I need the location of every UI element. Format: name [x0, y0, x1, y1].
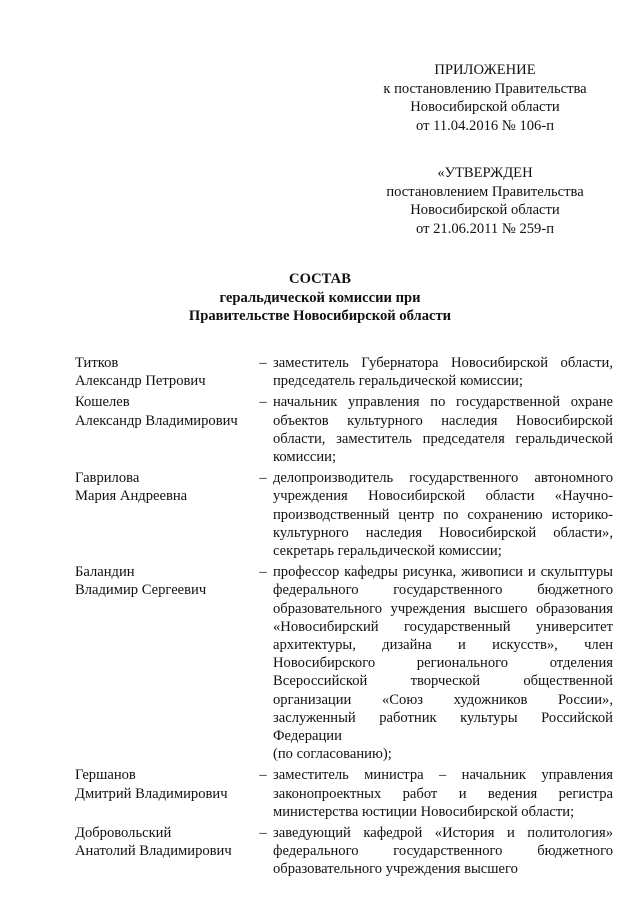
dash-separator: – [259, 767, 267, 784]
member-position: начальник управления по государственной охране объектов культурного наследия Новосибирской области, заместитель председателя геральдической комиссии; [273, 394, 613, 466]
member-surname: Добровольский [75, 825, 172, 842]
dash-separator: – [259, 564, 267, 581]
appendix-block [370, 61, 600, 135]
heading-title: СОСТАВ [289, 271, 351, 287]
member-position-text: профессор кафедры рисунка, живописи и скульптуры федерального государственного бюджетного образовательного учреждения высшего образования «Новосибирский государственный университет архитектуры, дизайна и искусств», член Новосибирского регионального отделения Всероссийской творческой общественной организации «Союз художников России», заслуженный работник культуры Российской Федерации [273, 564, 613, 745]
member-surname: Баландин [75, 564, 135, 581]
approval-title: «УТВЕРЖДЕН [437, 165, 533, 181]
member-name [75, 766, 255, 802]
member-entry [75, 469, 613, 560]
document-heading [0, 270, 640, 326]
dash-separator: – [259, 394, 267, 411]
member-entry [75, 354, 613, 390]
dash-separator: – [259, 825, 267, 842]
members-list [75, 354, 613, 882]
member-surname: Титков [75, 355, 119, 371]
member-surname: Кошелев [75, 394, 130, 411]
member-position-note: (по согласованию); [273, 746, 392, 763]
member-surname: Гаврилова [75, 470, 140, 487]
appendix-line: Новосибирской области [410, 99, 560, 115]
member-name [75, 393, 255, 429]
member-given-names: Владимир Сергеевич [75, 582, 207, 599]
member-entry [75, 393, 613, 466]
heading-subtitle: геральдической комиссии при [219, 289, 421, 306]
member-position: делопроизводитель государственного автономного учреждения Новосибирской области «Научно-производственный центр по сохранению историко-культурного наследия Новосибирской области», секретарь геральдической комиссии; [273, 470, 613, 560]
approval-date: от 21.06.2011 № 259-п [415, 220, 555, 237]
member-position: заместитель министра – начальник управления законопроектных работ и ведения регистра министерства юстиции Новосибирской области; [273, 767, 613, 820]
member-position [273, 563, 613, 763]
member-given-names: Александр Владимирович [75, 412, 238, 429]
member-given-names: Дмитрий Владимирович [75, 785, 228, 802]
dash-separator: – [259, 355, 267, 371]
dash-separator: – [259, 470, 267, 487]
member-surname: Гершанов [75, 767, 136, 784]
appendix-date: от 11.04.2016 № 106-п [415, 117, 555, 134]
member-given-names: Александр Петрович [75, 373, 206, 390]
member-name [75, 563, 255, 599]
appendix-title: ПРИЛОЖЕНИЕ [434, 62, 536, 78]
member-given-names: Анатолий Владимирович [75, 843, 232, 860]
member-entry [75, 563, 613, 763]
approval-block [370, 164, 600, 238]
member-given-names: Мария Андреевна [75, 488, 188, 505]
heading-subtitle: Правительстве Новосибирской области [188, 308, 452, 324]
member-name [75, 469, 255, 505]
member-entry [75, 824, 613, 879]
approval-line: постановлением Правительства [386, 183, 584, 200]
member-entry [75, 766, 613, 821]
approval-line: Новосибирской области [410, 202, 560, 218]
member-position: заместитель Губернатора Новосибирской области, председатель геральдической комиссии; [273, 355, 613, 390]
appendix-line: к постановлению Правительства [383, 80, 587, 97]
member-name [75, 354, 255, 390]
member-name [75, 824, 255, 860]
member-position: заведующий кафедрой «История и политология» федерального государственного бюджетного образовательного учреждения высшего [273, 825, 613, 878]
